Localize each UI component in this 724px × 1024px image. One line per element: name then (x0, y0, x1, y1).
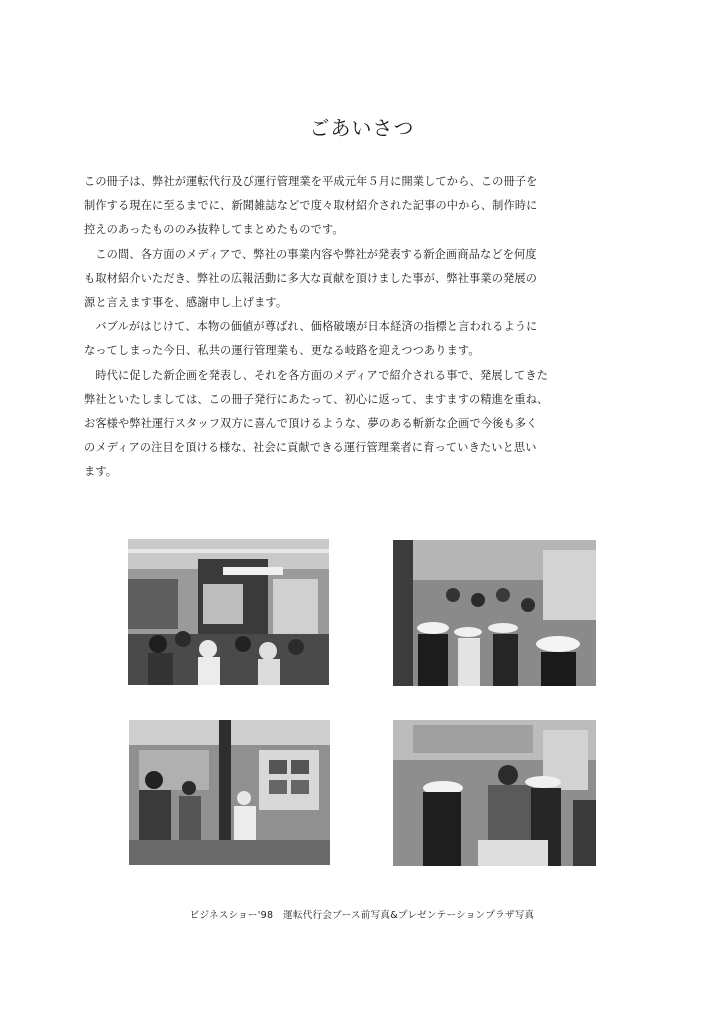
body-line: なってしまった今日、私共の運行管理業も、更なる岐路を迎えつつあります。 (84, 344, 480, 358)
booth-front-image (128, 539, 329, 685)
photo-hall-aisle (129, 720, 330, 865)
presentation-image (393, 720, 596, 866)
body-line: 源と言えます事を、感謝申し上げます。 (84, 295, 288, 309)
body-line: も取材紹介いただき、弊社の広報活動に多大な貢献を頂けました事が、弊社事業の発展の (84, 271, 538, 285)
body-line: 弊社といたしましては、この冊子発行にあたって、初心に返って、ますますの精進を重ね、 (84, 392, 549, 406)
body-line: 控えのあったもののみ抜粋してまとめたものです。 (84, 223, 344, 237)
body-line: この冊子は、弊社が運転代行及び運行管理業を平成元年５月に開業してから、この冊子を (84, 175, 538, 188)
greeting-body (84, 170, 604, 484)
photo-caption: ビジネスショー'98 運転代行会ブース前写真&プレゼンテーションプラザ写真 (189, 910, 535, 921)
body-line: ます。 (84, 465, 118, 479)
body-line: この間、各方面のメディアで、弊社の事業内容や弊社が発表する新企画商品などを何度 (84, 247, 537, 261)
body-line: バブルがはじけて、本物の価値が尊ばれ、価格破壊が日本経済の指標と言われるように (84, 320, 538, 334)
body-line: お客様や弊社運行スタッフ双方に喜んで頂けるような、夢のある斬新な企画で今後も多く (84, 416, 538, 430)
photo-presentation (393, 720, 596, 866)
body-line: 時代に促した新企画を発表し、それを各方面のメディアで紹介される事で、発展してきた (84, 368, 549, 382)
crowd-hats-image (393, 540, 596, 686)
photo-crowd-hats (393, 540, 596, 686)
hall-aisle-image (129, 720, 330, 865)
photo-booth-front (128, 539, 329, 685)
body-line: のメディアの注目を頂ける様な、社会に貢献できる運行管理業者に育っていきたいと思い (84, 441, 537, 455)
body-line: 制作する現在に至るまでに、新聞雑誌などで度々取材紹介された記事の中から、制作時に (84, 199, 538, 213)
page-title: ごあいさつ (309, 116, 415, 140)
